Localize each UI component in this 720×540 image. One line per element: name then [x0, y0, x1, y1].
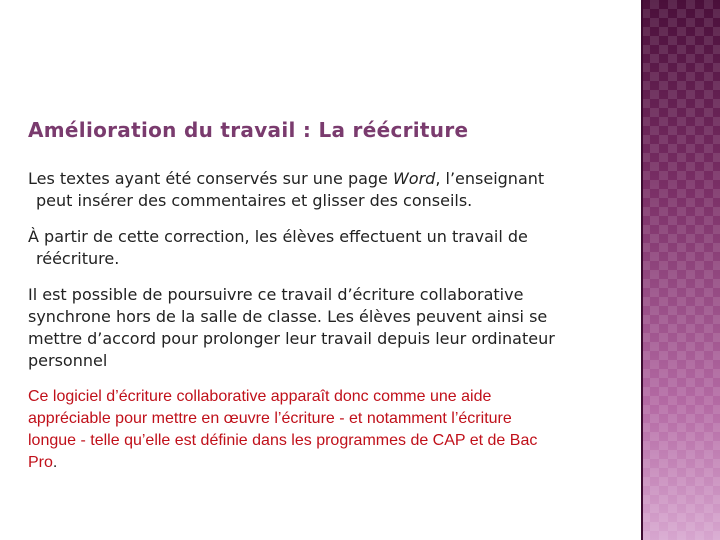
conclusion-highlight	[28, 386, 628, 474]
highlight-line: Ce logiciel d’écriture collaborative apparaît donc comme une aide	[28, 388, 492, 405]
final-period: .	[52, 454, 58, 471]
paragraph-line: mettre d’accord pour prolonger leur travail depuis leur ordinateur	[28, 329, 555, 348]
paragraph-line: réécriture.	[36, 249, 120, 268]
paragraph-line	[28, 168, 628, 190]
highlight-line: appréciable pour mettre en œuvre l’écriture - et notamment l’écriture	[28, 410, 512, 427]
paragraph-line: personnel	[28, 351, 108, 370]
paragraph-line: Il est possible de poursuivre ce travail d’écriture collaborative	[28, 285, 524, 304]
paragraph-collaboration	[28, 284, 628, 372]
highlight-line	[28, 452, 628, 474]
text-run: , l’enseignant	[435, 169, 545, 188]
paragraph-rewriting	[28, 226, 628, 270]
text-run: Les textes ayant été conservés sur une page	[28, 169, 393, 188]
slide-title: Amélioration du travail : La réécriture	[28, 118, 469, 142]
paragraph-line: À partir de cette correction, les élèves effectuent un travail de	[28, 227, 528, 246]
paragraph-line: synchrone hors de la salle de classe. Les élèves peuvent ainsi se	[28, 307, 548, 326]
decorative-side-band	[641, 0, 720, 540]
paragraph-word-comments	[28, 168, 628, 212]
word-emphasis: Word	[392, 169, 436, 188]
side-band-edge	[641, 0, 643, 540]
text-run: Pro	[28, 454, 53, 471]
highlight-line: longue - telle qu’elle est définie dans les programmes de CAP et de Bac	[28, 432, 538, 449]
paragraph-line: peut insérer des commentaires et glisser des conseils.	[36, 191, 473, 210]
slide-body	[28, 168, 628, 474]
